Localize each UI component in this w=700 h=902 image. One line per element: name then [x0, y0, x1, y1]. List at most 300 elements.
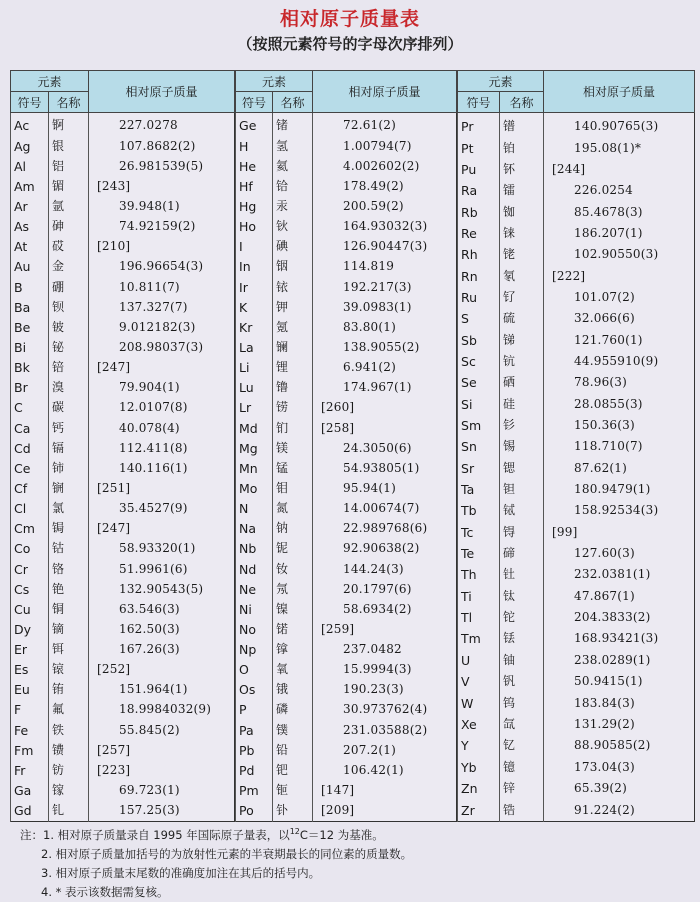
element-name: 锫 [49, 358, 89, 378]
atomic-mass: 114.819 [313, 257, 457, 277]
element-name: 钒 [500, 671, 544, 692]
atomic-mass: 85.4678(3) [544, 201, 695, 222]
element-symbol: Os [236, 680, 273, 700]
footnotes [20, 822, 412, 902]
element-symbol: Ar [11, 196, 49, 216]
element-symbol: Eu [11, 680, 49, 700]
element-name: 钍 [500, 564, 544, 585]
element-row [236, 579, 457, 599]
element-name: 铈 [49, 458, 89, 478]
note-1-superscript: 12 [289, 827, 300, 836]
element-name: 钾 [273, 297, 313, 317]
atomic-mass: 107.8682(2) [89, 136, 235, 156]
mass-header: 相对原子质量 [89, 71, 235, 113]
atomic-mass: [258] [313, 418, 457, 438]
element-symbol: Nd [236, 559, 273, 579]
element-row [11, 720, 235, 740]
element-name: 磷 [273, 700, 313, 720]
symbol-header: 符号 [236, 92, 273, 113]
page-title: 相对原子质量表 [279, 8, 420, 30]
element-name: 硫 [500, 308, 544, 329]
atomic-mass: 1.00794(7) [313, 136, 457, 156]
atomic-mass: [260] [313, 398, 457, 418]
element-name: 镍 [273, 599, 313, 619]
element-symbol: Ac [11, 113, 49, 136]
element-row [458, 436, 695, 457]
element-row [236, 438, 457, 458]
atomic-mass: 22.989768(6) [313, 519, 457, 539]
element-name: 铟 [273, 257, 313, 277]
atomic-mass: 65.39(2) [544, 778, 695, 799]
element-row [11, 196, 235, 216]
element-row [11, 519, 235, 539]
element-name: 铜 [49, 599, 89, 619]
element-row [11, 579, 235, 599]
element-row [458, 159, 695, 180]
element-row [236, 559, 457, 579]
element-row [11, 277, 235, 297]
element-row [236, 519, 457, 539]
element-row [458, 607, 695, 628]
element-row [11, 176, 235, 196]
element-name: 铍 [49, 317, 89, 337]
element-row [458, 714, 695, 735]
element-row [236, 599, 457, 619]
element-name: 氟 [49, 700, 89, 720]
element-symbol: Tb [458, 500, 500, 521]
atomic-mass: 118.710(7) [544, 436, 695, 457]
element-symbol: Sn [458, 436, 500, 457]
element-symbol: Ho [236, 217, 273, 237]
atomic-mass: 131.29(2) [544, 714, 695, 735]
element-row [11, 559, 235, 579]
element-row [11, 317, 235, 337]
atomic-mass: 92.90638(2) [313, 539, 457, 559]
element-name: 氪 [273, 317, 313, 337]
atomic-mass: 14.00674(7) [313, 499, 457, 519]
element-row [236, 176, 457, 196]
element-symbol: Y [458, 735, 500, 756]
element-symbol: Ra [458, 180, 500, 201]
element-symbol: Gd [11, 801, 49, 822]
atomic-mass: 140.90765(3) [544, 113, 695, 138]
page-subtitle: （按照元素符号的字母次序排列） [237, 35, 463, 53]
element-row [236, 277, 457, 297]
atomic-mass: [247] [89, 358, 235, 378]
element-row [11, 358, 235, 378]
element-name: 锆 [500, 799, 544, 821]
element-symbol: Sb [458, 330, 500, 351]
element-name: 镱 [500, 756, 544, 777]
mass-header: 相对原子质量 [313, 71, 457, 113]
atomic-mass: 126.90447(3) [313, 237, 457, 257]
element-name: 锂 [273, 358, 313, 378]
atomic-mass: 227.0278 [89, 113, 235, 136]
element-name: 氩 [49, 196, 89, 216]
atomic-mass: 50.9415(1) [544, 671, 695, 692]
mass-header: 相对原子质量 [544, 71, 695, 113]
element-row [458, 692, 695, 713]
atomic-mass: [210] [89, 237, 235, 257]
element-symbol: Hf [236, 176, 273, 196]
element-name: 锕 [49, 113, 89, 136]
atomic-mass: 195.08(1)* [544, 137, 695, 158]
element-name: 钨 [500, 692, 544, 713]
element-row [458, 308, 695, 329]
element-symbol: V [458, 671, 500, 692]
atomic-mass: 91.224(2) [544, 799, 695, 821]
element-symbol: S [458, 308, 500, 329]
element-row [11, 337, 235, 357]
element-row [458, 500, 695, 521]
element-symbol: Ti [458, 586, 500, 607]
element-symbol: Sm [458, 415, 500, 436]
element-row [11, 539, 235, 559]
element-name: 碲 [500, 543, 544, 564]
atomic-mass: 58.93320(1) [89, 539, 235, 559]
element-name: 钬 [273, 217, 313, 237]
element-name: 铅 [273, 740, 313, 760]
element-name: 铕 [49, 680, 89, 700]
element-row [11, 136, 235, 156]
element-symbol: Zn [458, 778, 500, 799]
element-symbol: La [236, 337, 273, 357]
element-symbol: Er [11, 640, 49, 660]
element-symbol: Pb [236, 740, 273, 760]
element-symbol: Yb [458, 756, 500, 777]
element-row [458, 778, 695, 799]
element-name: 钡 [49, 297, 89, 317]
atomic-mass: 12.0107(8) [89, 398, 235, 418]
note-1 [20, 822, 412, 845]
element-name: 氧 [273, 660, 313, 680]
atomic-mass: 196.96654(3) [89, 257, 235, 277]
element-symbol: Ir [236, 277, 273, 297]
element-name: 钠 [273, 519, 313, 539]
element-symbol: At [11, 237, 49, 257]
element-name: 氖 [273, 579, 313, 599]
atomic-mass: [251] [89, 478, 235, 498]
element-name: 银 [49, 136, 89, 156]
element-row [458, 372, 695, 393]
element-symbol: Bi [11, 337, 49, 357]
element-symbol: Sc [458, 351, 500, 372]
element-row [236, 156, 457, 176]
element-name: 钚 [500, 159, 544, 180]
element-symbol: Cl [11, 499, 49, 519]
atomic-mass: 39.0983(1) [313, 297, 457, 317]
element-name: 铋 [49, 337, 89, 357]
element-symbol: Cs [11, 579, 49, 599]
element-name: 铷 [500, 201, 544, 222]
element-row [11, 619, 235, 639]
atomic-mass: 164.93032(3) [313, 217, 457, 237]
element-row [458, 330, 695, 351]
element-symbol: Co [11, 539, 49, 559]
element-name: 钙 [49, 418, 89, 438]
element-symbol: Ca [11, 418, 49, 438]
element-symbol: Pa [236, 720, 273, 740]
element-name: 碘 [273, 237, 313, 257]
element-symbol: Ag [11, 136, 49, 156]
element-row [236, 740, 457, 760]
element-symbol: Sr [458, 458, 500, 479]
element-row [11, 700, 235, 720]
atomic-mass: 88.90585(2) [544, 735, 695, 756]
element-name: 钇 [500, 735, 544, 756]
atomic-mass: 106.42(1) [313, 760, 457, 780]
element-row [458, 415, 695, 436]
atomic-mass: 167.26(3) [89, 640, 235, 660]
element-row [236, 237, 457, 257]
element-header: 元素 [11, 71, 89, 92]
element-row [236, 619, 457, 639]
atomic-mass: 200.59(2) [313, 196, 457, 216]
atomic-mass: 4.002602(2) [313, 156, 457, 176]
element-row [458, 756, 695, 777]
atomic-mass: [247] [89, 519, 235, 539]
element-row [458, 287, 695, 308]
atomic-mass: 127.60(3) [544, 543, 695, 564]
element-row [11, 156, 235, 176]
element-row [458, 586, 695, 607]
atomic-mass: 44.955910(9) [544, 351, 695, 372]
note-2: 2. 相对原子质量加括号的为放射性元素的半衰期最长的同位素的质量数。 [41, 846, 413, 861]
element-name: 锔 [49, 519, 89, 539]
element-name: 钼 [273, 478, 313, 498]
atomic-mass: 162.50(3) [89, 619, 235, 639]
element-name: 钐 [500, 415, 544, 436]
atomic-mass: 58.6934(2) [313, 599, 457, 619]
element-row [236, 217, 457, 237]
element-row [11, 499, 235, 519]
element-symbol: Cf [11, 478, 49, 498]
element-row [11, 217, 235, 237]
element-symbol: Si [458, 394, 500, 415]
atomic-mass: 183.84(3) [544, 692, 695, 713]
element-symbol: Ga [11, 780, 49, 800]
element-row [11, 297, 235, 317]
element-row [11, 801, 235, 822]
element-name: 铯 [49, 579, 89, 599]
element-symbol: B [11, 277, 49, 297]
atomic-mass: 150.36(3) [544, 415, 695, 436]
element-symbol: U [458, 650, 500, 671]
element-row [236, 458, 457, 478]
element-symbol: Pu [458, 159, 500, 180]
name-header: 名称 [273, 92, 313, 113]
atomic-mass: 40.078(4) [89, 418, 235, 438]
atomic-mass: 35.4527(9) [89, 499, 235, 519]
element-table-2 [235, 70, 457, 822]
atomic-mass: [99] [544, 522, 695, 543]
element-row [458, 244, 695, 265]
atomic-mass: 74.92159(2) [89, 217, 235, 237]
element-row [458, 137, 695, 158]
element-row [236, 358, 457, 378]
name-header: 名称 [500, 92, 544, 113]
element-symbol: Br [11, 378, 49, 398]
element-symbol: Au [11, 257, 49, 277]
atomic-mass: 10.811(7) [89, 277, 235, 297]
element-name: 汞 [273, 196, 313, 216]
element-name: 锡 [500, 436, 544, 457]
element-name: 氮 [273, 499, 313, 519]
element-symbol: He [236, 156, 273, 176]
atomic-mass: [259] [313, 619, 457, 639]
element-row [458, 351, 695, 372]
element-symbol: Ni [236, 599, 273, 619]
element-symbol: Hg [236, 196, 273, 216]
element-name: 铒 [49, 640, 89, 660]
element-symbol: Rn [458, 265, 500, 286]
element-row [236, 801, 457, 822]
atomic-mass: 173.04(3) [544, 756, 695, 777]
element-name: 钽 [500, 479, 544, 500]
atomic-mass: 186.207(1) [544, 223, 695, 244]
element-row [458, 671, 695, 692]
atomic-mass: 95.94(1) [313, 478, 457, 498]
element-name: 镨 [500, 113, 544, 138]
element-row [458, 628, 695, 649]
element-name: 镝 [49, 619, 89, 639]
atomic-mass: [222] [544, 265, 695, 286]
element-symbol: Li [236, 358, 273, 378]
atomic-mass: [243] [89, 176, 235, 196]
atomic-mass: 121.760(1) [544, 330, 695, 351]
element-symbol: Tc [458, 522, 500, 543]
element-row [11, 438, 235, 458]
element-row [458, 564, 695, 585]
symbol-header: 符号 [458, 92, 500, 113]
note-4: 4. * 表示该数据需复核。 [41, 884, 169, 899]
atomic-mass: 54.93805(1) [313, 458, 457, 478]
element-row [458, 265, 695, 286]
element-symbol: W [458, 692, 500, 713]
element-symbol: P [236, 700, 273, 720]
note-1-text-end: C＝12 为基准。 [299, 827, 384, 842]
element-row [236, 418, 457, 438]
element-row [458, 799, 695, 821]
element-name: 钯 [273, 760, 313, 780]
element-name: 铂 [500, 137, 544, 158]
element-symbol: N [236, 499, 273, 519]
element-row [11, 640, 235, 660]
element-symbol: Tl [458, 607, 500, 628]
element-row [458, 180, 695, 201]
element-row [236, 378, 457, 398]
element-symbol: Pr [458, 113, 500, 138]
atomic-mass: 26.981539(5) [89, 156, 235, 176]
element-name: 锰 [273, 458, 313, 478]
element-row [11, 418, 235, 438]
element-name: 铥 [500, 628, 544, 649]
element-name: 铬 [49, 559, 89, 579]
element-symbol: Fe [11, 720, 49, 740]
atomic-mass: 178.49(2) [313, 176, 457, 196]
element-name: 硒 [500, 372, 544, 393]
element-symbol: Ta [458, 479, 500, 500]
element-symbol: Po [236, 801, 273, 822]
atomic-mass: 18.9984032(9) [89, 700, 235, 720]
element-name: 锇 [273, 680, 313, 700]
element-row [236, 660, 457, 680]
name-header: 名称 [49, 92, 89, 113]
element-symbol: C [11, 398, 49, 418]
element-symbol: Xe [458, 714, 500, 735]
element-row [236, 337, 457, 357]
atomic-mass: 138.9055(2) [313, 337, 457, 357]
element-name: 镓 [49, 780, 89, 800]
element-name: 铊 [500, 607, 544, 628]
atomic-mass: 39.948(1) [89, 196, 235, 216]
element-name: 钫 [49, 760, 89, 780]
element-name: 镤 [273, 720, 313, 740]
element-symbol: Th [458, 564, 500, 585]
atomic-mass: 232.0381(1) [544, 564, 695, 585]
element-row [458, 201, 695, 222]
atomic-mass: 112.411(8) [89, 438, 235, 458]
element-row [11, 378, 235, 398]
element-name: 锌 [500, 778, 544, 799]
element-symbol: Lu [236, 378, 273, 398]
element-row [236, 760, 457, 780]
element-name: 砷 [49, 217, 89, 237]
element-name: 碳 [49, 398, 89, 418]
element-name: 锶 [500, 458, 544, 479]
element-row [11, 113, 235, 136]
element-row [11, 257, 235, 277]
atomic-mass: [252] [89, 660, 235, 680]
element-symbol: F [11, 700, 49, 720]
element-row [236, 720, 457, 740]
element-symbol: Al [11, 156, 49, 176]
element-symbol: Es [11, 660, 49, 680]
element-name: 铼 [500, 223, 544, 244]
element-row [11, 458, 235, 478]
atomic-mass: 208.98037(3) [89, 337, 235, 357]
atomic-mass: 30.973762(4) [313, 700, 457, 720]
element-name: 氯 [49, 499, 89, 519]
element-name: 铀 [500, 650, 544, 671]
element-name: 镅 [49, 176, 89, 196]
atomic-mass: 101.07(2) [544, 287, 695, 308]
element-symbol: Ge [236, 113, 273, 136]
element-row [458, 522, 695, 543]
atomic-mass: 180.9479(1) [544, 479, 695, 500]
element-row [11, 760, 235, 780]
element-name: 锘 [273, 619, 313, 639]
element-symbol: K [236, 297, 273, 317]
element-symbol: Cd [11, 438, 49, 458]
element-symbol: Nb [236, 539, 273, 559]
element-symbol: Tm [458, 628, 500, 649]
atomic-mass: [147] [313, 780, 457, 800]
atomic-mass: 157.25(3) [89, 801, 235, 822]
element-symbol: Rb [458, 201, 500, 222]
element-name: 镧 [273, 337, 313, 357]
element-name: 钕 [273, 559, 313, 579]
atomic-mass: 238.0289(1) [544, 650, 695, 671]
element-symbol: Ru [458, 287, 500, 308]
atomic-mass: 6.941(2) [313, 358, 457, 378]
atomic-mass: 174.967(1) [313, 378, 457, 398]
element-symbol: In [236, 257, 273, 277]
symbol-header: 符号 [11, 92, 49, 113]
element-name: 钆 [49, 801, 89, 822]
element-symbol: Be [11, 317, 49, 337]
element-name: 铽 [500, 500, 544, 521]
